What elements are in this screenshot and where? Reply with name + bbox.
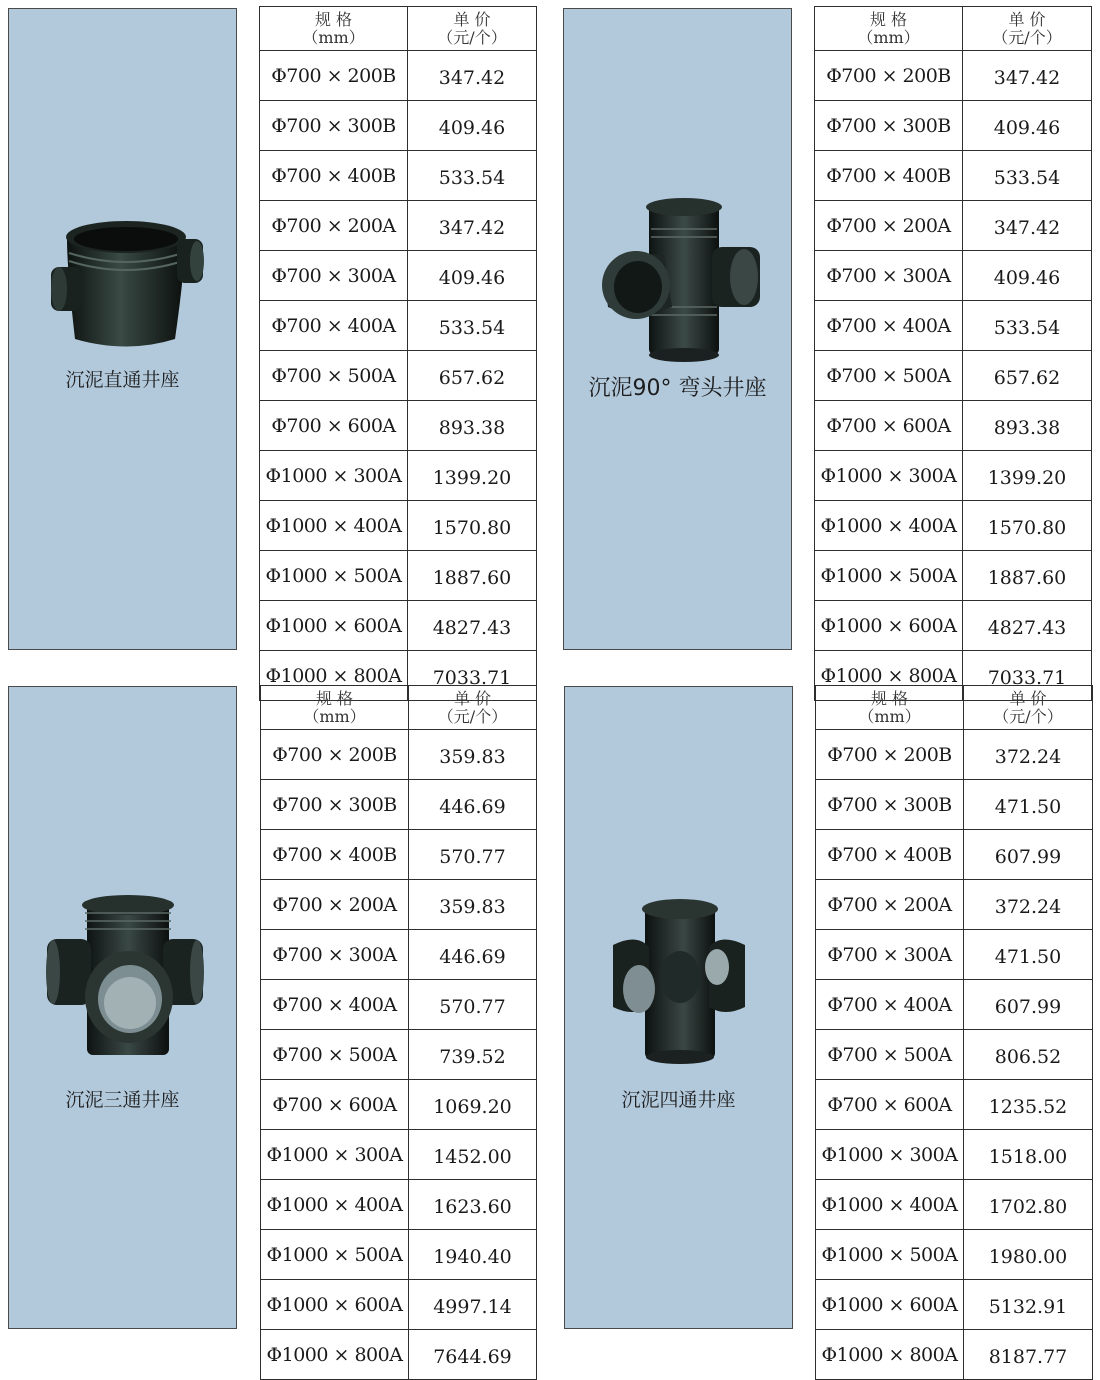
price-table-cross — [815, 685, 1093, 1380]
price-cell: 359.83 — [409, 880, 537, 930]
spec-cell: Φ700 × 400A — [260, 301, 408, 351]
table-row — [816, 1080, 1093, 1130]
table-row — [815, 501, 1092, 551]
price-header: 单 价 （元/个） — [963, 7, 1092, 51]
price-cell: 471.50 — [964, 930, 1093, 980]
spec-cell: Φ700 × 400B — [261, 830, 409, 880]
price-header: 单 价 （元/个） — [964, 686, 1093, 730]
table-row — [261, 1180, 537, 1230]
table-row — [261, 1330, 537, 1380]
spec-cell: Φ700 × 200B — [815, 51, 963, 101]
table-row — [816, 1280, 1093, 1330]
spec-cell: Φ700 × 400B — [260, 151, 408, 201]
spec-cell: Φ700 × 300B — [816, 780, 964, 830]
product-name: 沉泥四通井座 — [621, 1089, 736, 1111]
spec-cell: Φ700 × 500A — [260, 351, 408, 401]
spec-cell: Φ1000 × 300A — [815, 451, 963, 501]
product-panel-tee — [8, 686, 237, 1329]
straight-well-base-image — [47, 209, 207, 359]
price-cell: 7033.71 — [963, 651, 1092, 701]
table-row — [815, 251, 1092, 301]
spec-cell: Φ700 × 500A — [261, 1030, 409, 1080]
spec-cell: Φ1000 × 500A — [261, 1230, 409, 1280]
table-row — [261, 830, 537, 880]
spec-cell: Φ700 × 400A — [815, 301, 963, 351]
spec-cell: Φ700 × 200B — [260, 51, 408, 101]
spec-cell: Φ700 × 300A — [260, 251, 408, 301]
price-cell: 533.54 — [963, 301, 1092, 351]
spec-cell: Φ1000 × 800A — [261, 1330, 409, 1380]
spec-header: 规 格 （mm） — [815, 7, 963, 51]
table-row — [816, 980, 1093, 1030]
cross-well-base-image — [609, 897, 749, 1065]
spec-cell: Φ1000 × 500A — [260, 551, 408, 601]
table-row — [815, 101, 1092, 151]
price-cell: 1452.00 — [409, 1130, 537, 1180]
product-name: 沉泥90° 弯头井座 — [588, 376, 767, 401]
table-row — [815, 151, 1092, 201]
table-row — [815, 551, 1092, 601]
spec-cell: Φ700 × 500A — [815, 351, 963, 401]
table-row — [816, 1230, 1093, 1280]
price-cell: 5132.91 — [964, 1280, 1093, 1330]
price-cell: 409.46 — [408, 101, 537, 151]
table-row — [261, 1030, 537, 1080]
table-row — [816, 1030, 1093, 1080]
spec-cell: Φ700 × 200B — [816, 730, 964, 780]
price-cell: 893.38 — [408, 401, 537, 451]
table-row — [816, 930, 1093, 980]
price-cell: 1235.52 — [964, 1080, 1093, 1130]
spec-cell: Φ700 × 600A — [260, 401, 408, 451]
table-row — [261, 1130, 537, 1180]
spec-cell: Φ700 × 400A — [261, 980, 409, 1030]
price-cell: 1069.20 — [409, 1080, 537, 1130]
product-name: 沉泥直通井座 — [65, 369, 180, 391]
price-cell: 409.46 — [963, 101, 1092, 151]
table-row — [816, 730, 1093, 780]
spec-header: 规 格 （mm） — [816, 686, 964, 730]
spec-cell: Φ1000 × 300A — [260, 451, 408, 501]
price-cell: 1887.60 — [408, 551, 537, 601]
price-cell: 1940.40 — [409, 1230, 537, 1280]
price-cell: 1702.80 — [964, 1180, 1093, 1230]
table-row — [260, 201, 537, 251]
product-name: 沉泥三通井座 — [65, 1089, 180, 1111]
price-cell: 7644.69 — [409, 1330, 537, 1380]
spec-cell: Φ700 × 400A — [816, 980, 964, 1030]
price-cell: 657.62 — [963, 351, 1092, 401]
price-cell: 806.52 — [964, 1030, 1093, 1080]
price-table-elbow — [814, 6, 1092, 701]
spec-cell: Φ1000 × 600A — [816, 1280, 964, 1330]
price-cell: 1399.20 — [963, 451, 1092, 501]
price-cell: 607.99 — [964, 830, 1093, 880]
price-cell: 1887.60 — [963, 551, 1092, 601]
table-row — [816, 780, 1093, 830]
price-cell: 533.54 — [408, 151, 537, 201]
tee-well-base-image — [45, 893, 205, 1063]
spec-cell: Φ700 × 600A — [261, 1080, 409, 1130]
spec-cell: Φ1000 × 400A — [816, 1180, 964, 1230]
table-row — [261, 1280, 537, 1330]
table-row — [261, 980, 537, 1030]
price-cell: 657.62 — [408, 351, 537, 401]
price-cell: 739.52 — [409, 1030, 537, 1080]
table-row — [261, 930, 537, 980]
price-cell: 409.46 — [963, 251, 1092, 301]
table-row — [816, 1330, 1093, 1380]
price-cell: 533.54 — [963, 151, 1092, 201]
table-row — [260, 51, 537, 101]
spec-cell: Φ1000 × 500A — [815, 551, 963, 601]
price-header: 单 价 （元/个） — [408, 7, 537, 51]
price-cell: 893.38 — [963, 401, 1092, 451]
price-cell: 4997.14 — [409, 1280, 537, 1330]
price-cell: 8187.77 — [964, 1330, 1093, 1380]
table-row — [260, 351, 537, 401]
table-row — [260, 601, 537, 651]
price-cell: 347.42 — [408, 51, 537, 101]
price-cell: 1570.80 — [408, 501, 537, 551]
spec-cell: Φ700 × 200A — [260, 201, 408, 251]
table-row — [261, 780, 537, 830]
spec-cell: Φ700 × 300A — [261, 930, 409, 980]
spec-cell: Φ1000 × 400A — [261, 1180, 409, 1230]
spec-cell: Φ700 × 500A — [816, 1030, 964, 1080]
spec-cell: Φ700 × 600A — [816, 1080, 964, 1130]
spec-cell: Φ700 × 200B — [261, 730, 409, 780]
product-panel-elbow — [563, 8, 792, 650]
price-cell: 1399.20 — [408, 451, 537, 501]
elbow-well-base-image — [594, 195, 764, 363]
price-cell: 446.69 — [409, 930, 537, 980]
table-row — [260, 101, 537, 151]
spec-cell: Φ1000 × 300A — [261, 1130, 409, 1180]
spec-header: 规 格 （mm） — [260, 7, 408, 51]
table-row — [815, 601, 1092, 651]
table-row — [815, 51, 1092, 101]
price-table-straight — [259, 6, 537, 701]
spec-cell: Φ700 × 300A — [815, 251, 963, 301]
spec-cell: Φ700 × 600A — [815, 401, 963, 451]
price-cell: 347.42 — [963, 51, 1092, 101]
spec-cell: Φ700 × 300A — [816, 930, 964, 980]
price-cell: 7033.71 — [408, 651, 537, 701]
table-row — [816, 1130, 1093, 1180]
spec-cell: Φ1000 × 600A — [815, 601, 963, 651]
price-table-tee — [260, 685, 537, 1380]
price-cell: 372.24 — [964, 880, 1093, 930]
table-row — [261, 1080, 537, 1130]
spec-cell: Φ1000 × 300A — [816, 1130, 964, 1180]
price-cell: 359.83 — [409, 730, 537, 780]
spec-cell: Φ1000 × 500A — [816, 1230, 964, 1280]
price-cell: 570.77 — [409, 980, 537, 1030]
spec-cell: Φ1000 × 600A — [261, 1280, 409, 1330]
table-row — [260, 301, 537, 351]
table-row — [815, 301, 1092, 351]
table-row — [260, 401, 537, 451]
spec-cell: Φ1000 × 600A — [260, 601, 408, 651]
table-row — [261, 880, 537, 930]
spec-cell: Φ700 × 200A — [815, 201, 963, 251]
product-panel-cross — [564, 686, 793, 1329]
product-panel-straight — [8, 8, 237, 650]
table-row — [261, 1230, 537, 1280]
spec-cell: Φ700 × 200A — [261, 880, 409, 930]
price-cell: 4827.43 — [963, 601, 1092, 651]
price-cell: 347.42 — [963, 201, 1092, 251]
table-row — [260, 151, 537, 201]
table-row — [815, 201, 1092, 251]
price-cell: 570.77 — [409, 830, 537, 880]
table-row — [815, 401, 1092, 451]
price-cell: 347.42 — [408, 201, 537, 251]
price-cell: 4827.43 — [408, 601, 537, 651]
price-cell: 1980.00 — [964, 1230, 1093, 1280]
spec-cell: Φ1000 × 800A — [816, 1330, 964, 1380]
spec-cell: Φ1000 × 400A — [815, 501, 963, 551]
spec-cell: Φ700 × 300B — [261, 780, 409, 830]
spec-cell: Φ700 × 200A — [816, 880, 964, 930]
spec-cell: Φ1000 × 400A — [260, 501, 408, 551]
price-cell: 471.50 — [964, 780, 1093, 830]
price-cell: 1623.60 — [409, 1180, 537, 1230]
table-row — [816, 1180, 1093, 1230]
table-row — [260, 251, 537, 301]
table-row — [260, 501, 537, 551]
spec-cell: Φ700 × 300B — [815, 101, 963, 151]
table-row — [260, 451, 537, 501]
spec-cell: Φ700 × 300B — [260, 101, 408, 151]
price-cell: 533.54 — [408, 301, 537, 351]
spec-cell: Φ700 × 400B — [816, 830, 964, 880]
table-row — [261, 730, 537, 780]
spec-cell: Φ1000 × 800A — [815, 651, 963, 701]
price-cell: 409.46 — [408, 251, 537, 301]
price-cell: 372.24 — [964, 730, 1093, 780]
spec-cell: Φ1000 × 800A — [260, 651, 408, 701]
price-cell: 1518.00 — [964, 1130, 1093, 1180]
price-cell: 607.99 — [964, 980, 1093, 1030]
price-header: 单 价 （元/个） — [409, 686, 537, 730]
table-row — [816, 880, 1093, 930]
table-row — [260, 551, 537, 601]
table-row — [815, 451, 1092, 501]
price-cell: 1570.80 — [963, 501, 1092, 551]
spec-header: 规 格 （mm） — [261, 686, 409, 730]
price-cell: 446.69 — [409, 780, 537, 830]
spec-cell: Φ700 × 400B — [815, 151, 963, 201]
table-row — [816, 830, 1093, 880]
table-row — [815, 351, 1092, 401]
